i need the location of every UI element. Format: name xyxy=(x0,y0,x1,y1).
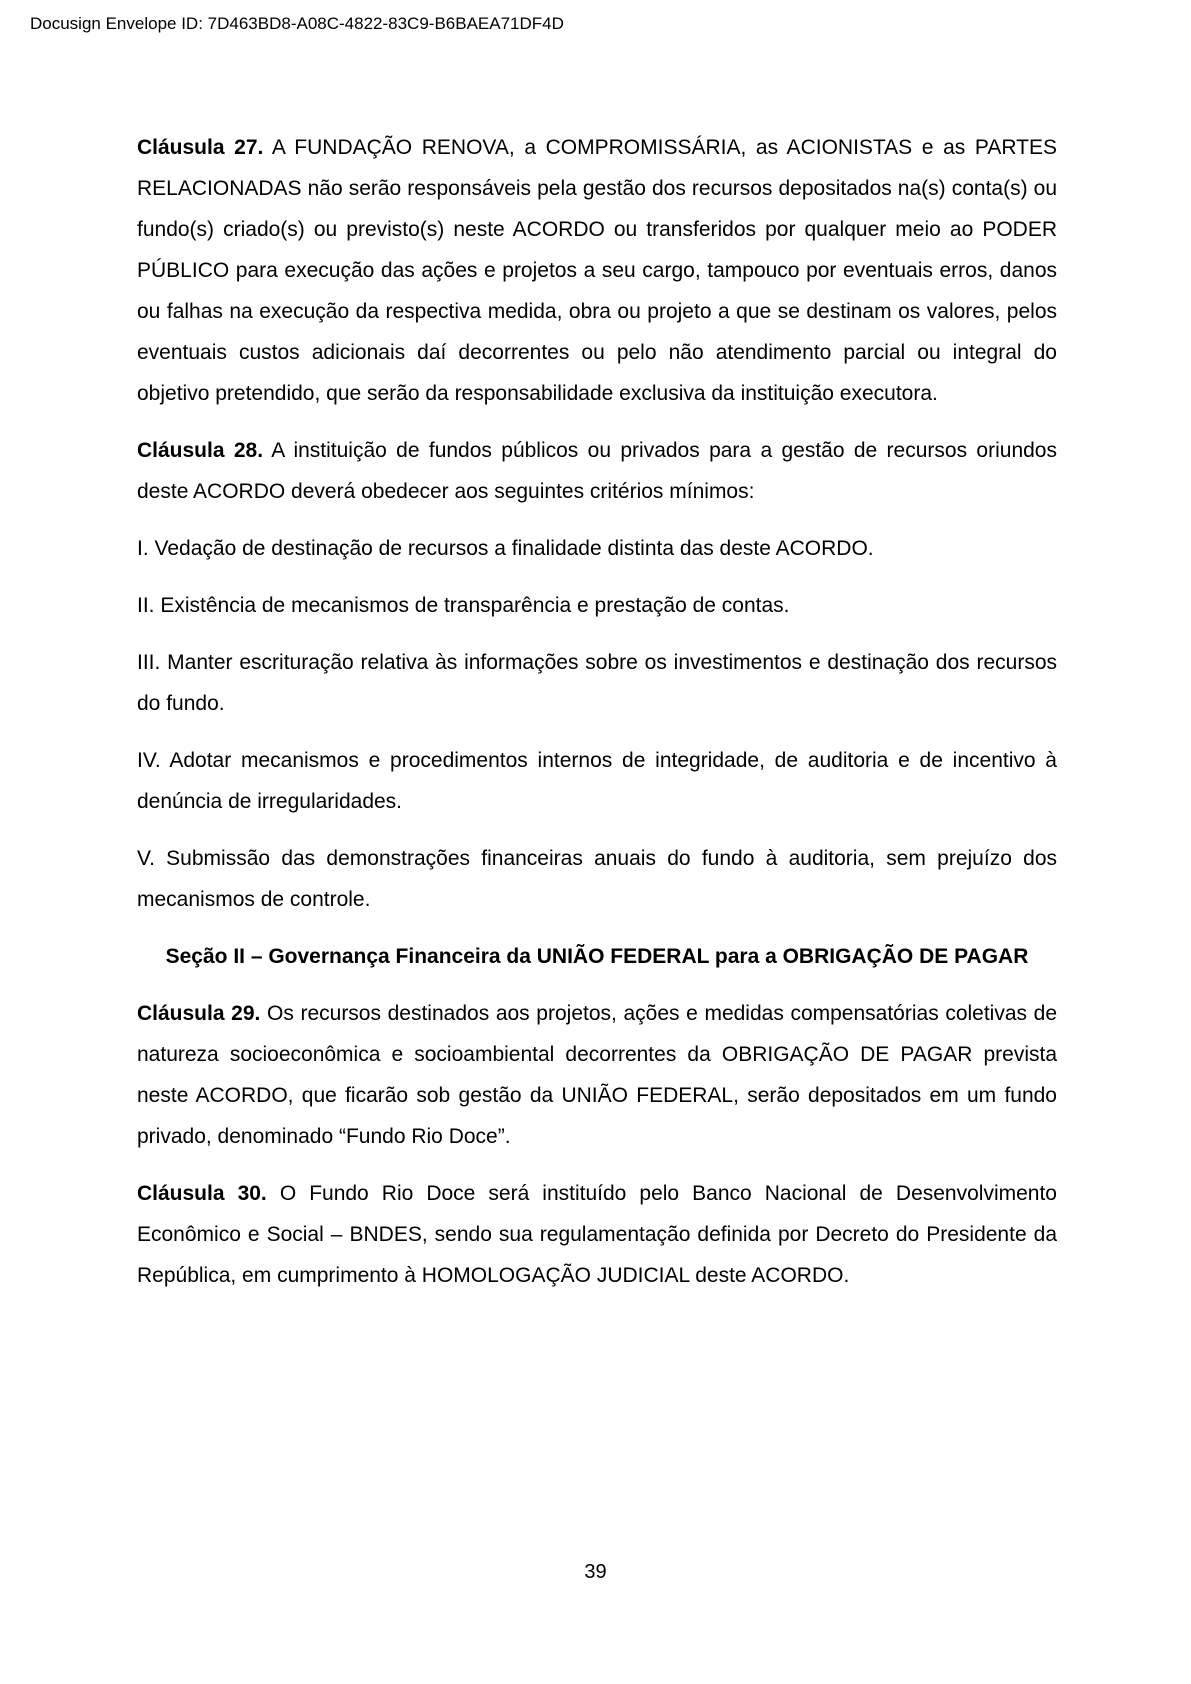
clause-30-label: Cláusula 30. xyxy=(137,1182,267,1205)
section-ii-heading: Seção II – Governança Financeira da UNIÃO FEDERAL para a OBRIGAÇÃO DE PAGAR xyxy=(165,945,1029,968)
docusign-envelope-id: Docusign Envelope ID: 7D463BD8-A08C-4822-83C9-B6BAEA71DF4D xyxy=(30,14,564,33)
criteria-item-1: I. Vedação de destinação de recursos a finalidade distinta das deste ACORDO. xyxy=(137,537,874,560)
clause-30-text: O Fundo Rio Doce será instituído pelo Banco Nacional de Desenvolvimento Econômico e Social – BNDES, sendo sua regulamentação definida por Decreto do Presidente da República, em cumprimento à HOMOLOGAÇÃO JUDICIAL deste ACORDO. xyxy=(137,1182,1057,1287)
clause-28-text: A instituição de fundos públicos ou privados para a gestão de recursos oriundos deste ACORDO deverá obedecer aos seguintes critérios mínimos: xyxy=(137,439,1057,503)
criteria-item-2: II. Existência de mecanismos de transparência e prestação de contas. xyxy=(137,594,790,617)
clause-27-label: Cláusula 27. xyxy=(137,136,264,159)
clause-29-text: Os recursos destinados aos projetos, ações e medidas compensatórias coletivas de natureza socioeconômica e socioambiental decorrentes da OBRIGAÇÃO DE PAGAR prevista neste ACORDO, que ficarão sob gestão da UNIÃO FEDERAL, serão depositados em um fundo privado, denominado “Fundo Rio Doce”. xyxy=(137,1002,1058,1148)
clause-29-paragraph xyxy=(137,993,1057,1157)
document-content xyxy=(137,127,1057,1312)
clause-29-label: Cláusula 29. xyxy=(137,1002,261,1025)
criteria-item-5: V. Submissão das demonstrações financeiras anuais do fundo à auditoria, sem prejuízo dos mecanismos de controle. xyxy=(137,847,1057,911)
criteria-item-4: IV. Adotar mecanismos e procedimentos internos de integridade, de auditoria e de incentivo à denúncia de irregularidades. xyxy=(137,749,1057,813)
clause-30-paragraph xyxy=(137,1173,1057,1296)
clause-28-paragraph xyxy=(137,430,1057,512)
clause-28-label: Cláusula 28. xyxy=(137,439,264,462)
clause-27-text: A FUNDAÇÃO RENOVA, a COMPROMISSÁRIA, as ACIONISTAS e as PARTES RELACIONADAS não serão responsáveis pela gestão dos recursos depositados na(s) conta(s) ou fundo(s) criado(s) ou previsto(s) neste ACORDO ou transferidos por qualquer meio ao PODER PÚBLICO para execução das ações e projetos a seu cargo, tampouco por eventuais erros, danos ou falhas na execução da respectiva medida, obra ou projeto a que se destinam os valores, pelos eventuais custos adicionais daí decorrentes ou pelo não atendimento parcial ou integral do objetivo pretendido, que serão da responsabilidade exclusiva da instituição executora. xyxy=(137,136,1057,405)
page-number: 39 xyxy=(584,1561,607,1583)
criteria-item-3: III. Manter escrituração relativa às informações sobre os investimentos e destinação dos recursos do fundo. xyxy=(137,651,1057,715)
clause-27-paragraph xyxy=(137,127,1057,414)
